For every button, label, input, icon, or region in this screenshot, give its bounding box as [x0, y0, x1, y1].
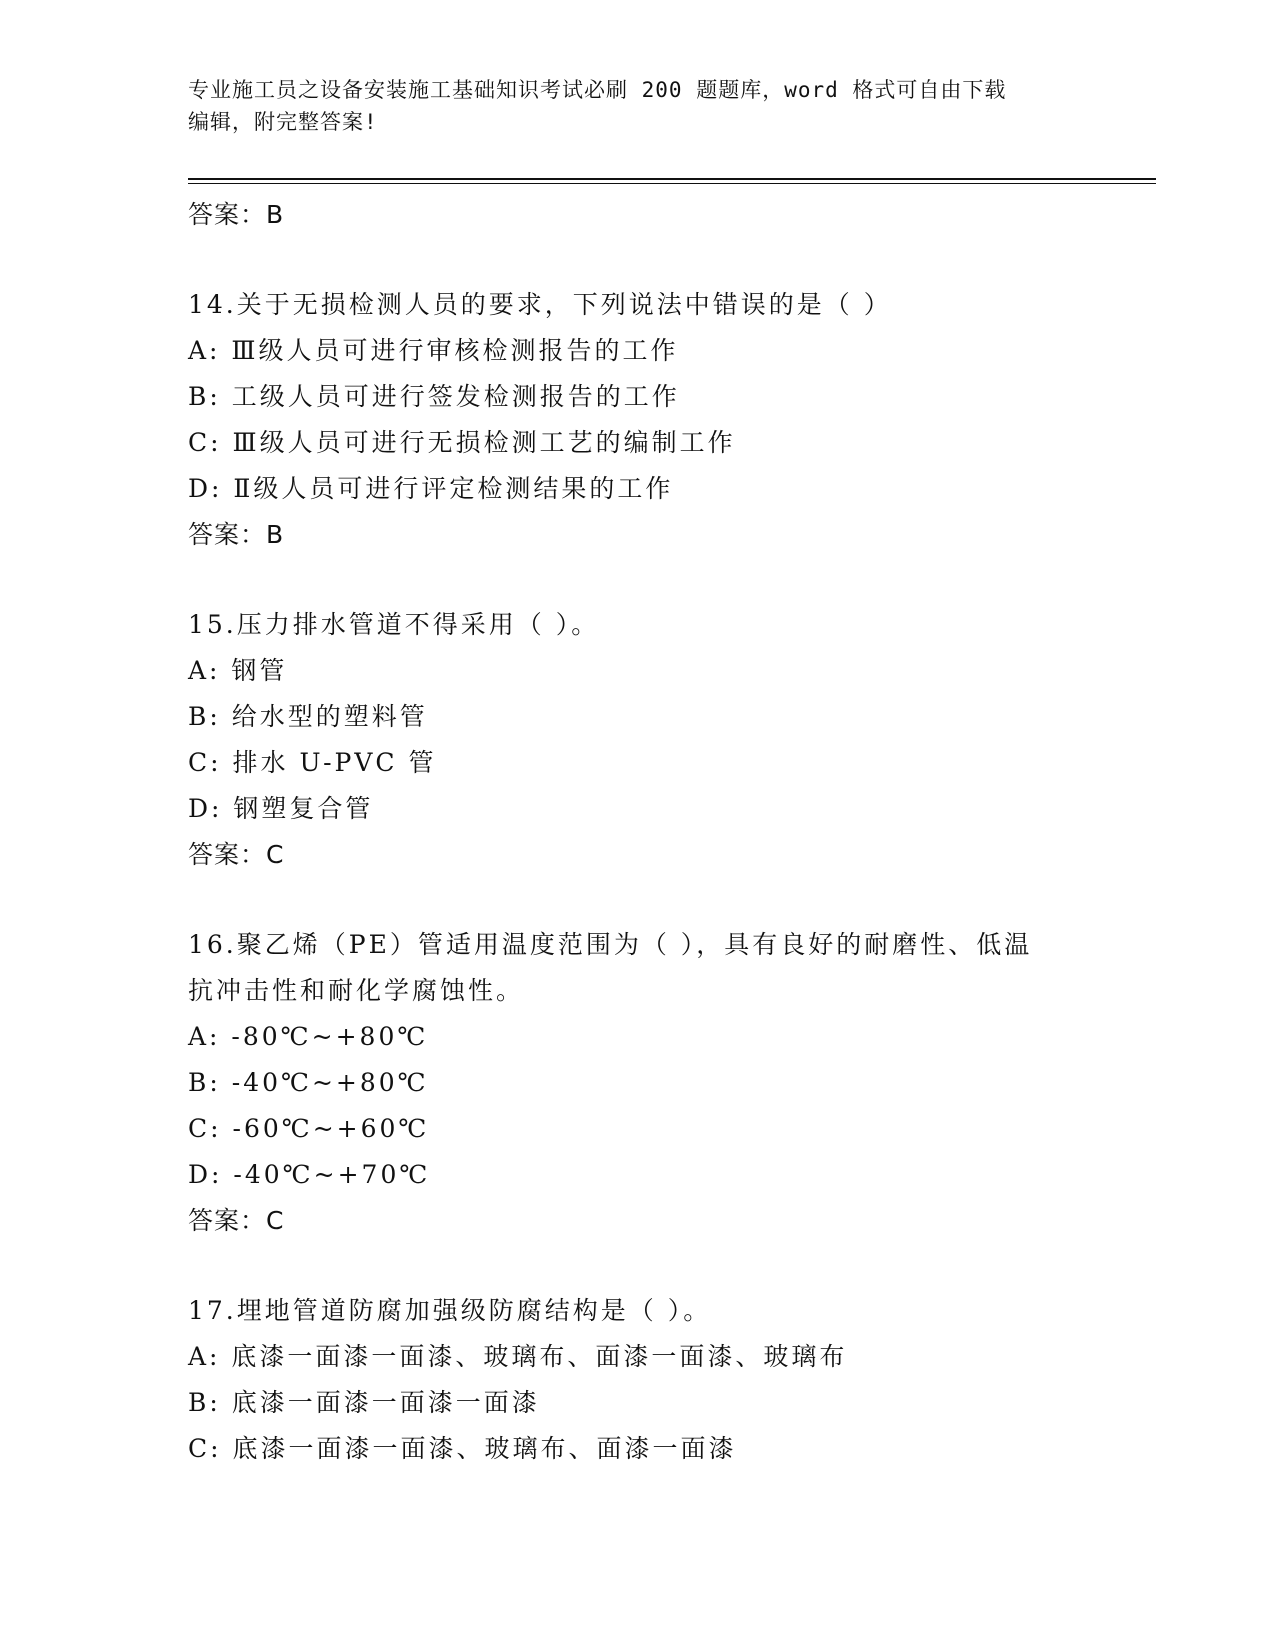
question-15 — [188, 602, 1148, 878]
question-stem: 17.埋地管道防腐加强级防腐结构是（ ）。 — [188, 1296, 712, 1325]
option-a: A: Ⅲ级人员可进行审核检测报告的工作 — [188, 336, 679, 365]
spacer — [188, 238, 1148, 282]
option-c: C: 排水 U-PVC 管 — [188, 748, 437, 777]
option-c: C: 底漆一面漆一面漆、玻璃布、面漆一面漆 — [188, 1434, 737, 1463]
question-14 — [188, 282, 1148, 558]
answer-line: 答案：B — [188, 200, 285, 229]
option-b: B: -40℃~+80℃ — [188, 1068, 429, 1097]
header-divider-thin — [188, 183, 1156, 184]
option-b: B: 底漆一面漆一面漆一面漆 — [188, 1388, 540, 1417]
question-stem: 16.聚乙烯（PE）管适用温度范围为（ ），具有良好的耐磨性、低温抗冲击性和耐化学腐蚀性。 — [188, 930, 1033, 1005]
option-d: D: 钢塑复合管 — [188, 794, 374, 823]
answer-line: 答案：C — [188, 840, 285, 869]
option-a: A: 钢管 — [188, 656, 288, 685]
spacer — [188, 1244, 1148, 1288]
spacer — [188, 878, 1148, 922]
option-d: D: Ⅱ级人员可进行评定检测结果的工作 — [188, 474, 674, 503]
document-header: 专业施工员之设备安装施工基础知识考试必刷 200 题题库，word 格式可自由下载 编辑，附完整答案! — [188, 78, 1007, 134]
option-a: A: 底漆一面漆一面漆、玻璃布、面漆一面漆、玻璃布 — [188, 1342, 848, 1371]
spacer — [188, 558, 1148, 602]
question-17 — [188, 1288, 1148, 1472]
question-stem: 15.压力排水管道不得采用（ ）。 — [188, 610, 600, 639]
question-16 — [188, 922, 1148, 1244]
header-divider-thick — [188, 178, 1156, 180]
option-b: B: 给水型的塑料管 — [188, 702, 428, 731]
answer-line: 答案：C — [188, 1206, 285, 1235]
option-a: A: -80℃~+80℃ — [188, 1022, 429, 1051]
option-c: C: Ⅲ级人员可进行无损检测工艺的编制工作 — [188, 428, 736, 457]
answer-line: 答案：B — [188, 520, 285, 549]
question-stem: 14.关于无损检测人员的要求，下列说法中错误的是（ ） — [188, 290, 892, 319]
option-c: C: -60℃~+60℃ — [188, 1114, 430, 1143]
option-b: B: 工级人员可进行签发检测报告的工作 — [188, 382, 680, 411]
option-d: D: -40℃~+70℃ — [188, 1160, 431, 1189]
question-list — [188, 192, 1148, 1472]
